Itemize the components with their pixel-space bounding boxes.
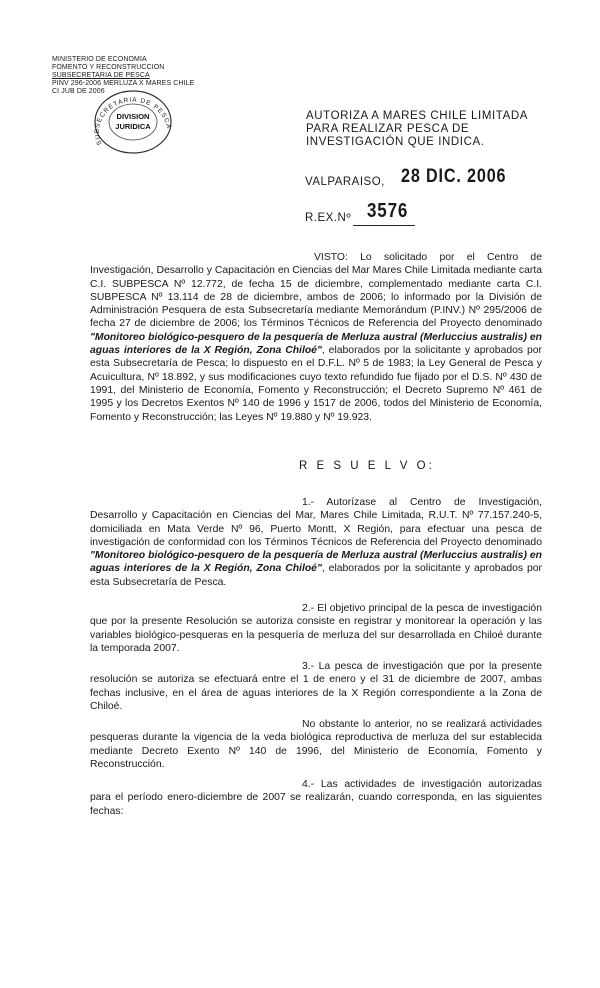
- resuelvo-heading: R E S U E L V O:: [299, 460, 435, 472]
- stamp-line-ministry: MINISTERIO DE ECONOMIA: [52, 56, 147, 63]
- stamp-line-pinv: PINV 296-2006 MERLUZA X MARES CHILE: [52, 80, 195, 87]
- point-2-paragraph: 2.- El objetivo principal de la pesca de investigación que por la presente Resolución se autoriza consiste en registrar y monitorear la operación y las variables biológico-pesqueras en la pesquería de merluza del sur desarrollada en Chiloé durante la temporada 2007.: [90, 603, 542, 654]
- place-label: VALPARAISO,: [305, 176, 385, 188]
- visto-text-part1: VISTO: Lo solicitado por el Centro de Investigación, Desarrollo y Capacitación en Ciencias del Mar Mares Chile Limitada mediante carta C.I. SUBPESCA Nº 12.772, de fecha 15 de diciembre, complementado mediante carta C.I. SUBPESCA Nº 13.114 de 28 de diciembre, ambos de 2006; lo informado por la División de Administración Pesquera de esta Subsecretaría mediante Memorándum (P.INV.) Nº 295/2006 de fecha 27 de diciembre de 2006; los Términos Técnicos de Referencia del Proyecto denominado: [90, 252, 542, 330]
- visto-paragraph: [90, 251, 542, 424]
- visto-project-name: "Monitoreo biológico-pesquero de la pesquería de Merluza austral (Merluccius australis) en aguas interiores de la X Región, Zona Chiloé": [90, 331, 542, 357]
- rex-label: R.EX.Nº: [305, 212, 352, 224]
- seal-arc-text: SUBSECRETARIA DE PESCA: [93, 96, 172, 146]
- seal-juridica-text: JURIDICA: [115, 122, 151, 131]
- visto-text-part2: , elaborados por la solicitante y aprobados por esta Subsecretaría de Pesca; lo dispuesto en el D.F.L. Nº 5 de 1983; la Ley General de Pesca y Acuicultura, Nº 18.892, y sus modificaciones cuyo texto refundido fue fijado por el D.S. Nº 430 de 1991, del Ministerio de Economía, Fomento y Reconstrucción; el Decreto Supremo Nº 461 de 1995 y los Decretos Exentos Nº 140 de 1996 y 1517 de 2006, todos del Ministerio de Economía, Fomento y Reconstrucción; las Leyes Nº 19.880 y Nº 19.923.: [90, 345, 543, 423]
- point-4-paragraph: 4.- Las actividades de investigación autorizadas para el período enero-diciembre de 2007 se realizarán, cuando corresponda, en las siguientes fechas:: [90, 779, 542, 817]
- rex-number-stamp: 3576: [367, 200, 409, 222]
- resolution-subject: AUTORIZA A MARES CHILE LIMITADA PARA REALIZAR PESCA DE INVESTIGACIÓN QUE INDICA.: [306, 110, 528, 148]
- point-3-paragraph: 3.- La pesca de investigación que por la presente resolución se autoriza se efectuará entre el 1 de enero y el 31 de diciembre de 2007, ambas fechas inclusive, en el área de aguas interiores de la X Región correspondiente a la Zona de Chiloé.: [90, 661, 542, 712]
- point-1-text-part1: 1.- Autorízase al Centro de Investigación, Desarrollo y Capacitación en Ciencias del Mar, Mares Chile Limitada, R.U.T. Nº 77.157.240-5, domiciliada en Mata Verde Nº 96, Puerto Montt, X Región, para efectuar una pesca de investigación de conformidad con los Términos Técnicos de Referencia del Proyecto denominado: [90, 497, 542, 548]
- stamp-line-ci: CI JUB DE 2006: [52, 88, 105, 95]
- resolution-number: [305, 198, 465, 228]
- date-stamp: 28 DIC. 2006: [401, 166, 507, 187]
- seal-division-text: DIVISION: [116, 112, 150, 121]
- place-and-date: [305, 160, 565, 194]
- point-1-project-name: "Monitoreo biológico-pesquero de la pesquería de Merluza austral (Merluccius australis) en aguas interiores de la X Región, Zona Chiloé": [90, 550, 542, 575]
- round-stamp-icon: [88, 86, 178, 154]
- point-1-paragraph: [90, 496, 542, 589]
- stamp-line-subsecretaria: SUBSECRETARIA DE PESCA: [52, 72, 150, 79]
- stamp-line-fomento: FOMENTO Y RECONSTRUCCION: [52, 64, 165, 71]
- closure-exception-paragraph: No obstante lo anterior, no se realizará actividades pesqueras durante la vigencia de la veda biológica reproductiva de merluza del sur establecida mediante Decreto Exento Nº 140 de 1996, del Ministerio de Economía, Fomento y Reconstrucción.: [90, 719, 542, 770]
- point-1-text-part2: , elaborados por la solicitante y aprobados por esta Subsecretaría de Pesca.: [90, 563, 543, 588]
- rex-underline: [353, 225, 415, 226]
